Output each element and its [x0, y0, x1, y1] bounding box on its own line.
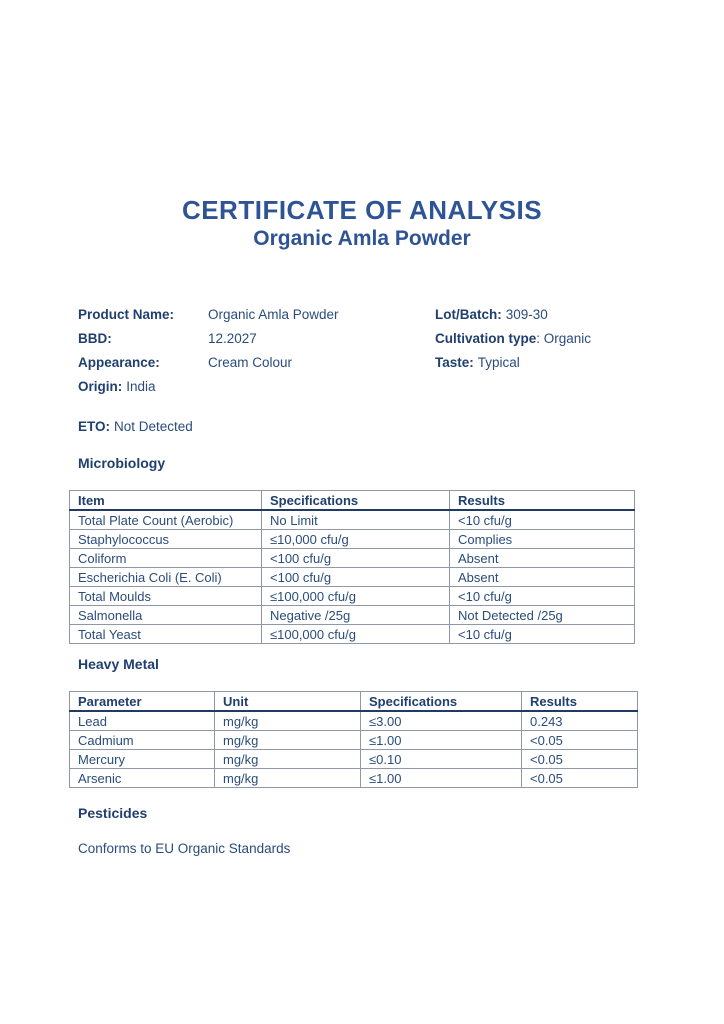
- cell-result: Absent: [450, 568, 635, 587]
- taste-value: Typical: [477, 355, 520, 370]
- microbiology-heading: Microbiology: [78, 455, 166, 471]
- cell-item: Escherichia Coli (E. Coli): [70, 568, 262, 587]
- col-header-parameter: Parameter: [70, 692, 215, 712]
- col-header-results: Results: [522, 692, 638, 712]
- col-header-results: Results: [450, 491, 635, 511]
- cell-result: <0.05: [522, 769, 638, 788]
- table-row: [70, 625, 635, 644]
- eto-value: Not Detected: [114, 419, 193, 434]
- cell-result: 0.243: [522, 711, 638, 731]
- title-block: [0, 195, 724, 252]
- page-subtitle: Organic Amla Powder: [253, 227, 471, 250]
- table-row: [70, 750, 638, 769]
- cell-unit: mg/kg: [215, 769, 361, 788]
- bbd-label: BBD:: [78, 331, 112, 346]
- cell-parameter: Mercury: [70, 750, 215, 769]
- cell-result: Complies: [450, 530, 635, 549]
- table-row: [70, 530, 635, 549]
- lot-batch-value: 309-30: [505, 307, 548, 322]
- cell-item: Total Moulds: [70, 587, 262, 606]
- cell-result: Absent: [450, 549, 635, 568]
- appearance-label: Appearance:: [78, 355, 160, 370]
- table-header-row: [70, 692, 638, 712]
- table-row: [70, 606, 635, 625]
- eto-field: [78, 419, 193, 434]
- cell-specification: <100 cfu/g: [262, 568, 450, 587]
- cell-result: <10 cfu/g: [450, 587, 635, 606]
- cell-specification: ≤10,000 cfu/g: [262, 530, 450, 549]
- cultivation-field: [435, 330, 591, 347]
- pesticides-heading: Pesticides: [78, 805, 148, 821]
- microbiology-table: [69, 490, 635, 644]
- cell-result: <0.05: [522, 731, 638, 750]
- product-info: [78, 306, 678, 402]
- cell-item: Total Plate Count (Aerobic): [70, 510, 262, 530]
- table-row: [70, 587, 635, 606]
- page-title: CERTIFICATE OF ANALYSIS: [181, 195, 543, 225]
- product-name-value: Organic Amla Powder: [208, 307, 339, 322]
- product-info-row: [78, 378, 678, 402]
- taste-label: Taste:: [435, 355, 474, 370]
- eto-label: ETO:: [78, 419, 111, 434]
- heavy-metal-heading: Heavy Metal: [78, 656, 159, 672]
- cell-parameter: Cadmium: [70, 731, 215, 750]
- lot-batch-label: Lot/Batch:: [435, 307, 502, 322]
- origin-value: India: [126, 379, 156, 394]
- col-header-unit: Unit: [215, 692, 361, 712]
- cell-specification: ≤3.00: [361, 711, 522, 731]
- cultivation-type-label: Cultivation type: [435, 331, 537, 346]
- cell-parameter: Lead: [70, 711, 215, 731]
- cell-parameter: Arsenic: [70, 769, 215, 788]
- product-info-row: [78, 330, 678, 354]
- table-row: [70, 549, 635, 568]
- col-header-specifications: Specifications: [361, 692, 522, 712]
- origin-label: Origin:: [78, 379, 123, 394]
- col-header-specifications: Specifications: [262, 491, 450, 511]
- table-row: [70, 731, 638, 750]
- table-row: [70, 510, 635, 530]
- heavy-metal-table: [69, 691, 638, 788]
- cell-specification: No Limit: [262, 510, 450, 530]
- cell-specification: ≤1.00: [361, 731, 522, 750]
- table-row: [70, 769, 638, 788]
- table-row: [70, 711, 638, 731]
- bbd-value: 12.2027: [208, 331, 257, 346]
- cell-result: Not Detected /25g: [450, 606, 635, 625]
- cell-item: Coliform: [70, 549, 262, 568]
- appearance-value: Cream Colour: [208, 355, 293, 370]
- cell-result: <10 cfu/g: [450, 510, 635, 530]
- cell-unit: mg/kg: [215, 750, 361, 769]
- cell-item: Salmonella: [70, 606, 262, 625]
- table-row: [70, 568, 635, 587]
- cultivation-type-value: : Organic: [536, 331, 592, 346]
- pesticides-statement: Conforms to EU Organic Standards: [78, 841, 291, 856]
- cell-specification: ≤1.00: [361, 769, 522, 788]
- cell-item: Total Yeast: [70, 625, 262, 644]
- product-name-label: Product Name:: [78, 307, 175, 322]
- taste-field: [435, 354, 520, 371]
- cell-specification: <100 cfu/g: [262, 549, 450, 568]
- cell-result: <10 cfu/g: [450, 625, 635, 644]
- cell-specification: ≤100,000 cfu/g: [262, 587, 450, 606]
- cell-specification: Negative /25g: [262, 606, 450, 625]
- col-header-item: Item: [70, 491, 262, 511]
- cell-specification: ≤100,000 cfu/g: [262, 625, 450, 644]
- table-header-row: [70, 491, 635, 511]
- cell-specification: ≤0.10: [361, 750, 522, 769]
- cell-unit: mg/kg: [215, 731, 361, 750]
- cell-result: <0.05: [522, 750, 638, 769]
- lot-batch-field: [435, 306, 548, 323]
- cell-unit: mg/kg: [215, 711, 361, 731]
- cell-item: Staphylococcus: [70, 530, 262, 549]
- product-info-row: [78, 354, 678, 378]
- product-info-row: [78, 306, 678, 330]
